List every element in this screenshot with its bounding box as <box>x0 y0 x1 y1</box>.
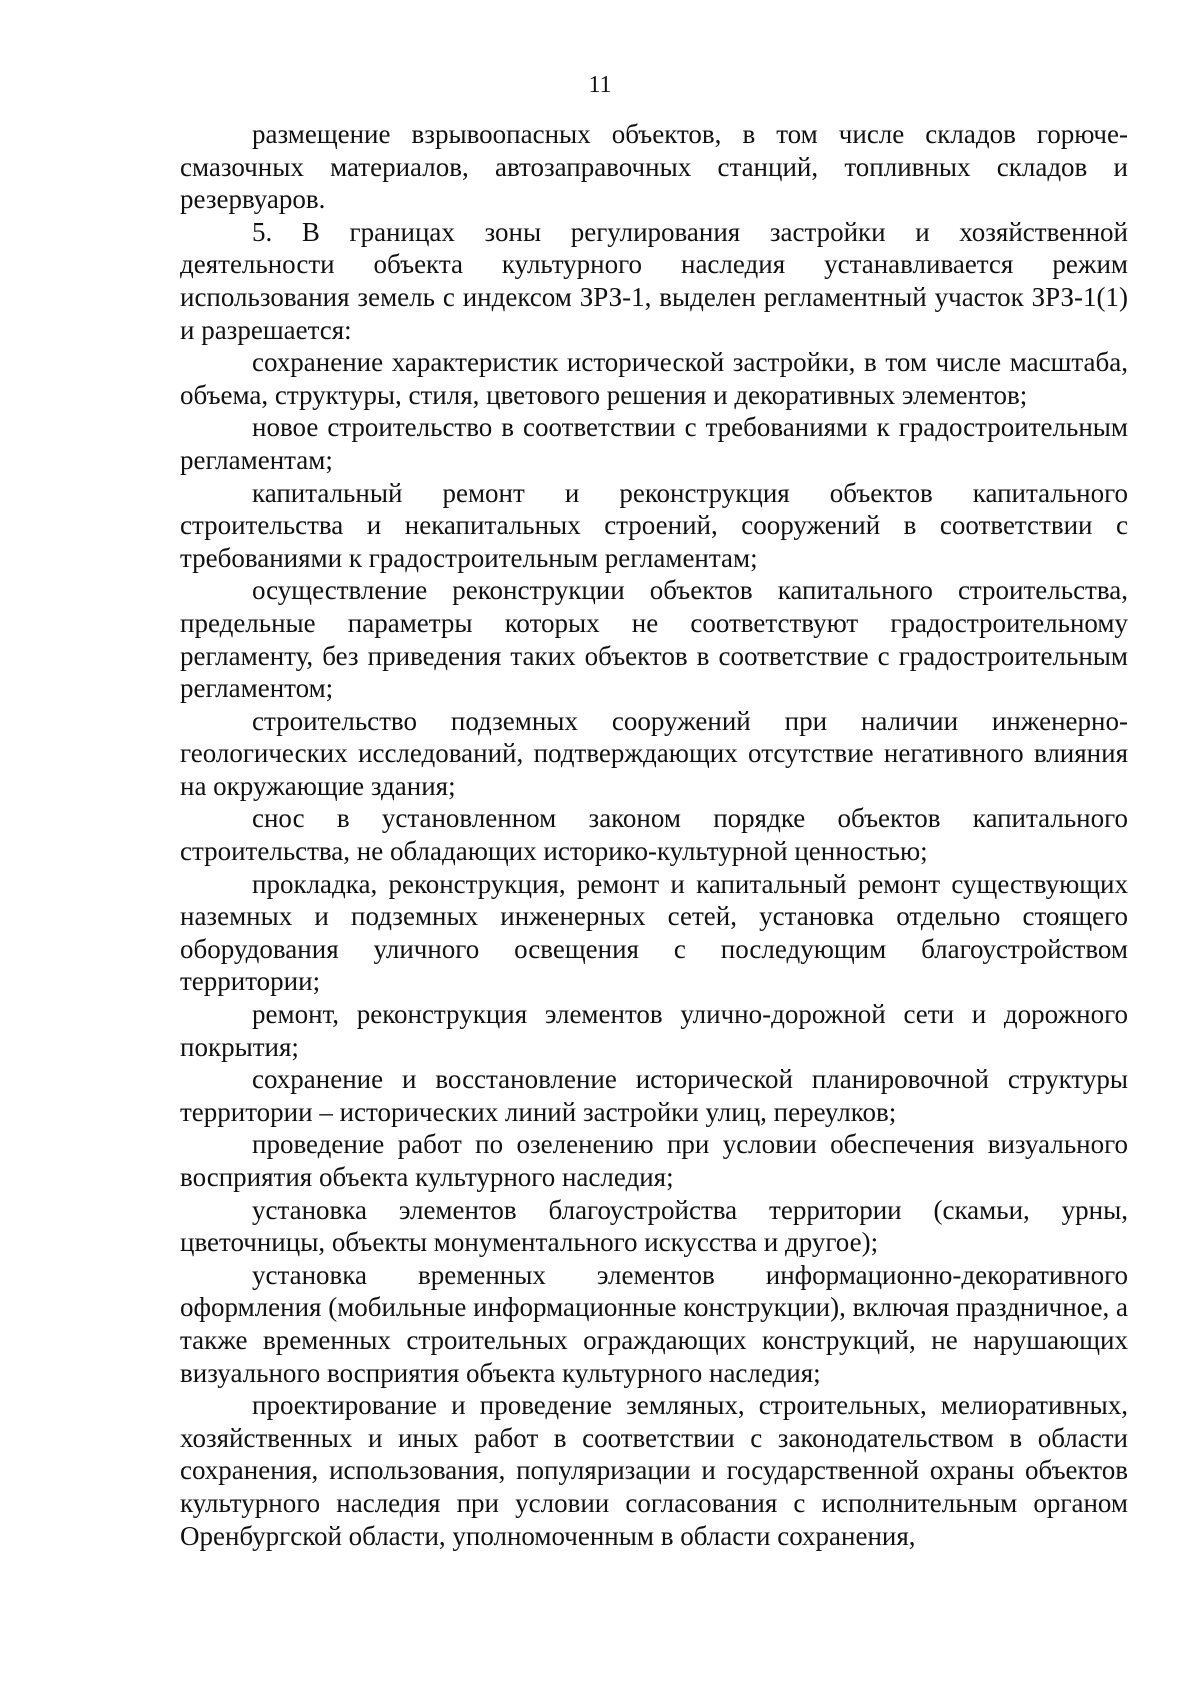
paragraph-15: проектирование и проведение земляных, строительных, мелиоративных, хозяйственных и иных работ в соответствии с законодательством в области сохранения, использования, популяризации и государственной охраны объектов культурного наследия при условии согласования с исполнительным органом Оренбургской области, уполномоченным в области сохранения, <box>180 1390 1128 1551</box>
paragraph-9: прокладка, реконструкция, ремонт и капитальный ремонт существующих наземных и подземных инженерных сетей, установка отдельно стоящего оборудования уличного освещения с последующим благоустройством территории; <box>180 868 1128 997</box>
paragraph-6: осуществление реконструкции объектов капитального строительства, предельные параметры которых не соответствуют градостроительному регламенту, без приведения таких объектов в соответствие с градостроительным регламентом; <box>180 575 1128 704</box>
page-number: 11 <box>588 72 612 98</box>
paragraph-1: размещение взрывоопасных объектов, в том числе складов горюче-смазочных материалов, автозаправочных станций, топливных складов и резервуаров. <box>180 119 1128 215</box>
paragraph-5: капитальный ремонт и реконструкция объектов капитального строительства и некапитальных строений, сооружений в соответствии с требованиями к градостроительным регламентам; <box>180 477 1128 573</box>
paragraph-10: ремонт, реконструкция элементов улично-дорожной сети и дорожного покрытия; <box>180 999 1128 1062</box>
paragraph-11: сохранение и восстановление исторической планировочной структуры территории – исторических линий застройки улиц, переулков; <box>180 1064 1128 1127</box>
body-text <box>180 118 1128 1552</box>
paragraph-12: проведение работ по озеленению при условии обеспечения визуального восприятия объекта культурного наследия; <box>180 1129 1128 1192</box>
paragraph-7: строительство подземных сооружений при наличии инженерно-геологических исследований, подтверждающих отсутствие негативного влияния на окружающие здания; <box>180 705 1128 801</box>
paragraph-8: снос в установленном законом порядке объектов капитального строительства, не обладающих историко-культурной ценностью; <box>180 803 1128 867</box>
paragraph-3: сохранение характеристик исторической застройки, в том числе масштаба, объема, структуры, стиля, цветового решения и декоративных элементов; <box>180 347 1128 410</box>
paragraph-2: 5. В границах зоны регулирования застройки и хозяйственной деятельности объекта культурного наследия устанавливается режим использования земель с индексом ЗРЗ-1, выделен регламентный участок ЗРЗ-1(1) и разрешается: <box>180 216 1128 345</box>
paragraph-13: установка элементов благоустройства территории (скамьи, урны, цветочницы, объекты монументального искусства и другое); <box>180 1194 1128 1258</box>
paragraph-14: установка временных элементов информационно-декоративного оформления (мобильные информационные конструкции), включая праздничное, а также временных строительных ограждающих конструкций, не нарушающих визуального восприятия объекта культурного наследия; <box>180 1259 1128 1388</box>
paragraph-4: новое строительство в соответствии с требованиями к градостроительным регламентам; <box>180 412 1128 475</box>
